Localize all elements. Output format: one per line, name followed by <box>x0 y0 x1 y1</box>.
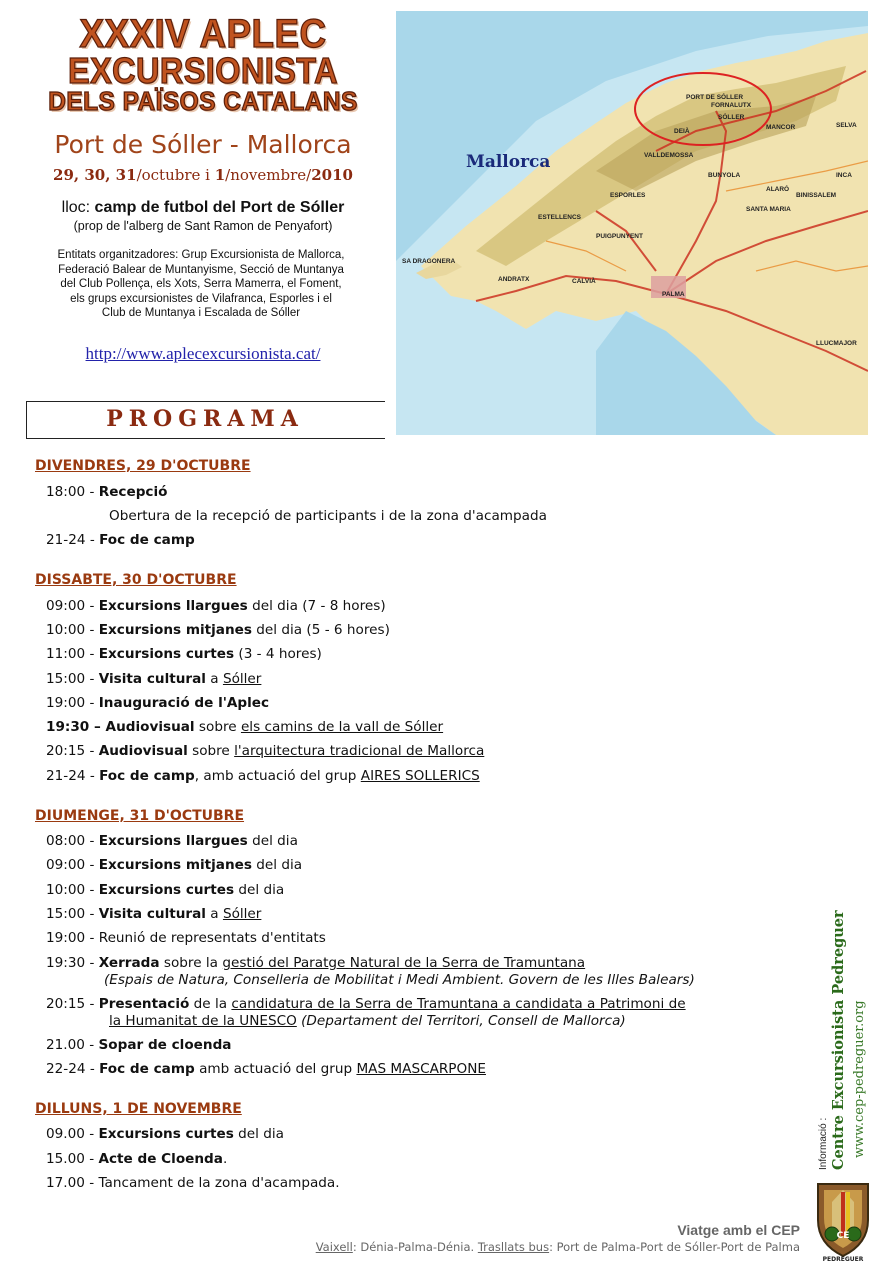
club-website[interactable]: www.cep-pedreguer.org <box>852 1000 867 1158</box>
svg-text:CALVIÀ: CALVIÀ <box>572 278 596 285</box>
schedule-item: 10:00 - Excursions mitjanes del dia (5 - 6 hores) <box>46 622 390 638</box>
schedule-item: 19:30 - Xerrada sobre la gestió del Paratge Natural de la Serra de Tramuntana <box>46 955 586 971</box>
svg-text:PALMA: PALMA <box>662 291 685 298</box>
svg-text:FORNALUTX: FORNALUTX <box>711 102 752 109</box>
schedule-item: 09.00 - Excursions curtes del dia <box>46 1126 284 1142</box>
club-name: Centre Excursionista Pedreguer <box>830 910 847 1170</box>
schedule-item: 10:00 - Excursions curtes del dia <box>46 882 285 898</box>
event-dates: 29, 30, 31/octubre i 1/novembre/2010 <box>53 166 353 184</box>
svg-text:ANDRATX: ANDRATX <box>498 276 530 283</box>
schedule-item: 19:00 - Reunió de representats d'entitats <box>46 930 326 946</box>
schedule-item: 19:30 – Audiovisual sobre els camins de la vall de Sóller <box>46 719 444 735</box>
schedule-item: 21-24 - Foc de camp, amb actuació del grup AIRES SOLLERICS <box>46 768 480 784</box>
schedule-link[interactable]: gestió del Paratge Natural de la Serra de Tramuntana <box>222 955 586 971</box>
svg-text:VALLDEMOSSA: VALLDEMOSSA <box>644 152 694 159</box>
ferry-link[interactable]: Vaixell <box>315 1240 353 1254</box>
event-title-line-2: EXCURSIONISTA <box>68 50 338 91</box>
event-title-line-3: DELS PAÏSOS CATALANS <box>48 86 358 116</box>
schedule-item-note: la Humanitat de la UNESCO (Departament del Territori, Consell de Mallorca) <box>109 1013 626 1029</box>
transport-info: Vaixell: Dénia-Palma-Dénia. Trasllats bus: Port de Palma-Port de Sóller-Port de Palma <box>315 1240 800 1254</box>
svg-text:PUIGPUNYENT: PUIGPUNYENT <box>596 233 643 240</box>
day-heading: DILLUNS, 1 DE NOVEMBRE <box>35 1101 242 1117</box>
travel-heading: Viatge amb el CEP <box>677 1222 800 1238</box>
schedule-link[interactable]: candidatura de la Serra de Tramuntana a candidata a Patrimoni de <box>231 996 686 1012</box>
schedule-link[interactable]: l'arquitectura tradicional de Mallorca <box>234 743 485 759</box>
day-heading: DIUMENGE, 31 D'OCTUBRE <box>35 808 245 824</box>
svg-text:LLUCMAJOR: LLUCMAJOR <box>816 340 857 347</box>
schedule-link[interactable]: Sóller <box>222 906 262 922</box>
map-of-mallorca <box>396 11 868 435</box>
schedule-link[interactable]: la Humanitat de la UNESCO <box>109 1013 297 1029</box>
organizer-info <box>812 910 872 1170</box>
organizers: Entitats organitzadores: Grup Excursionista de Mallorca, Federació Balear de Muntanyisme, Secció de Muntanya del Club Pollença, els Xots, Serra Mamerra, el Foment, els grups excursionistes de Vilafranca, Esporles i el Club de Muntanya i Escalada de Sóller <box>57 249 345 319</box>
venue: lloc: camp de futbol del Port de Sóller <box>61 199 345 216</box>
svg-text:CE: CE <box>836 1231 850 1241</box>
schedule-link[interactable]: els camins de la vall de Sóller <box>240 719 444 735</box>
svg-text:SA DRAGONERA: SA DRAGONERA <box>402 258 456 265</box>
svg-text:PEDREGUER: PEDREGUER <box>822 1256 864 1262</box>
schedule-item-note: (Espais de Natura, Conselleria de Mobilitat i Medi Ambient. Govern de les Illes Balears) <box>104 972 695 988</box>
website-link[interactable]: http://www.aplecexcursionista.cat/ <box>85 344 321 363</box>
svg-text:MANCOR: MANCOR <box>766 124 796 131</box>
schedule-item: 21-24 - Foc de camp <box>46 532 195 548</box>
schedule-item-note: Obertura de la recepció de participants i de la zona d'acampada <box>109 508 547 524</box>
schedule-link[interactable]: MAS MASCARPONE <box>356 1061 486 1077</box>
schedule-item: 09:00 - Excursions llargues del dia (7 - 8 hores) <box>46 598 386 614</box>
schedule-item: 18:00 - Recepció <box>46 484 168 500</box>
schedule-item: 17.00 - Tancament de la zona d'acampada. <box>46 1175 340 1191</box>
svg-text:BUNYOLA: BUNYOLA <box>708 172 741 179</box>
club-logo <box>810 1172 876 1262</box>
svg-text:SANTA MARIA: SANTA MARIA <box>746 206 791 213</box>
schedule-item: 21.00 - Sopar de cloenda <box>46 1037 232 1053</box>
event-location: Port de Sóller - Mallorca <box>54 130 352 159</box>
bus-link[interactable]: Trasllats bus <box>477 1240 550 1254</box>
schedule-link[interactable]: AIRES SOLLERICS <box>360 768 480 784</box>
map-island-label: Mallorca <box>466 152 551 172</box>
event-title-line-1: XXXIV APLEC <box>79 12 327 56</box>
schedule-item: 11:00 - Excursions curtes (3 - 4 hores) <box>46 646 322 662</box>
info-label: Informació : <box>818 1117 829 1170</box>
venue-note: (prop de l'alberg de Sant Ramon de Penyafort) <box>73 219 333 233</box>
schedule-item: 08:00 - Excursions llargues del dia <box>46 833 298 849</box>
svg-text:SELVA: SELVA <box>836 122 857 129</box>
schedule-item: 15:00 - Visita cultural a Sóller <box>46 906 262 922</box>
schedule-item: 20:15 - Audiovisual sobre l'arquitectura tradicional de Mallorca <box>46 743 485 759</box>
programa-title: PROGRAMA <box>106 406 304 432</box>
schedule-item: 15.00 - Acte de Cloenda. <box>46 1151 228 1167</box>
schedule-link[interactable]: Sóller <box>222 671 262 687</box>
svg-text:ALARÓ: ALARÓ <box>766 186 790 193</box>
svg-text:DEIÀ: DEIÀ <box>674 128 690 135</box>
svg-text:ESPORLES: ESPORLES <box>610 192 646 199</box>
svg-text:ESTELLENCS: ESTELLENCS <box>538 214 581 221</box>
svg-text:PORT DE SÓLLER: PORT DE SÓLLER <box>686 94 744 101</box>
schedule-item: 09:00 - Excursions mitjanes del dia <box>46 857 303 873</box>
day-heading: DISSABTE, 30 D'OCTUBRE <box>35 572 237 588</box>
svg-text:INCA: INCA <box>836 172 852 179</box>
svg-text:BINISSALEM: BINISSALEM <box>796 192 837 199</box>
schedule-item: 20:15 - Presentació de la candidatura de la Serra de Tramuntana a candidata a Patrimoni de <box>46 996 686 1012</box>
schedule-item: 19:00 - Inauguració de l'Aplec <box>46 695 270 711</box>
schedule-item: 22-24 - Foc de camp amb actuació del grup MAS MASCARPONE <box>46 1061 486 1077</box>
svg-text:SÓLLER: SÓLLER <box>718 114 745 121</box>
schedule-item: 15:00 - Visita cultural a Sóller <box>46 671 262 687</box>
day-heading: DIVENDRES, 29 D'OCTUBRE <box>35 458 251 474</box>
